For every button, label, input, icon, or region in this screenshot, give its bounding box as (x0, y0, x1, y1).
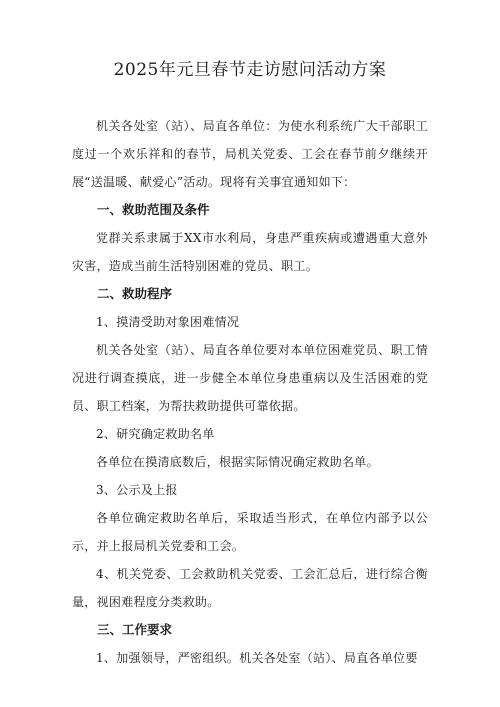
step-4-text: 4、机关党委、工会救助机关党委、工会汇总后，进行综合衡量，视困难程度分类救助。 (72, 567, 428, 609)
scope-paragraph: 党群关系隶属于XX市水利局，身患严重疾病或遭遇重大意外灾害，造成当前生活特别困难的党员、职工。 (72, 231, 428, 273)
section-heading-requirements: 三、工作要求 (97, 622, 173, 637)
step-2-text: 各单位在摸清底数后，根据实际情况确定救助名单。 (96, 455, 379, 469)
step-1-title: 1、摸清受助对象困难情况 (96, 315, 240, 329)
document-title: 2025年元旦春节走访慰问活动方案 (113, 60, 387, 80)
step-2-title: 2、研究确定救助名单 (96, 427, 215, 441)
step-1-text: 机关各处室（站）、局直各单位要对本单位困难党员、职工情况进行调查摸底，进一步健全本单位身患重病以及生活困难的党员、职工档案，为帮扶救助提供可靠依据。 (72, 343, 428, 413)
step-3-title: 3、公示及上报 (96, 483, 178, 497)
section-heading-procedure: 二、救助程序 (97, 286, 173, 301)
section-heading-scope: 一、救助范围及条件 (97, 202, 210, 217)
requirements-paragraph: 1、加强领导，严密组织。机关各处室（站）、局直各单位要 (96, 651, 418, 665)
step-3-text: 各单位确定救助名单后，采取适当形式，在单位内部予以公示，并上报局机关党委和工会。 (72, 511, 428, 553)
intro-paragraph: 机关各处室（站）、局直各单位：为使水利系统广大干部职工度过一个欢乐祥和的春节，局机关党委、工会在春节前夕继续开展“送温暖、献爱心”活动。现将有关事宜通知如下： (72, 119, 428, 189)
